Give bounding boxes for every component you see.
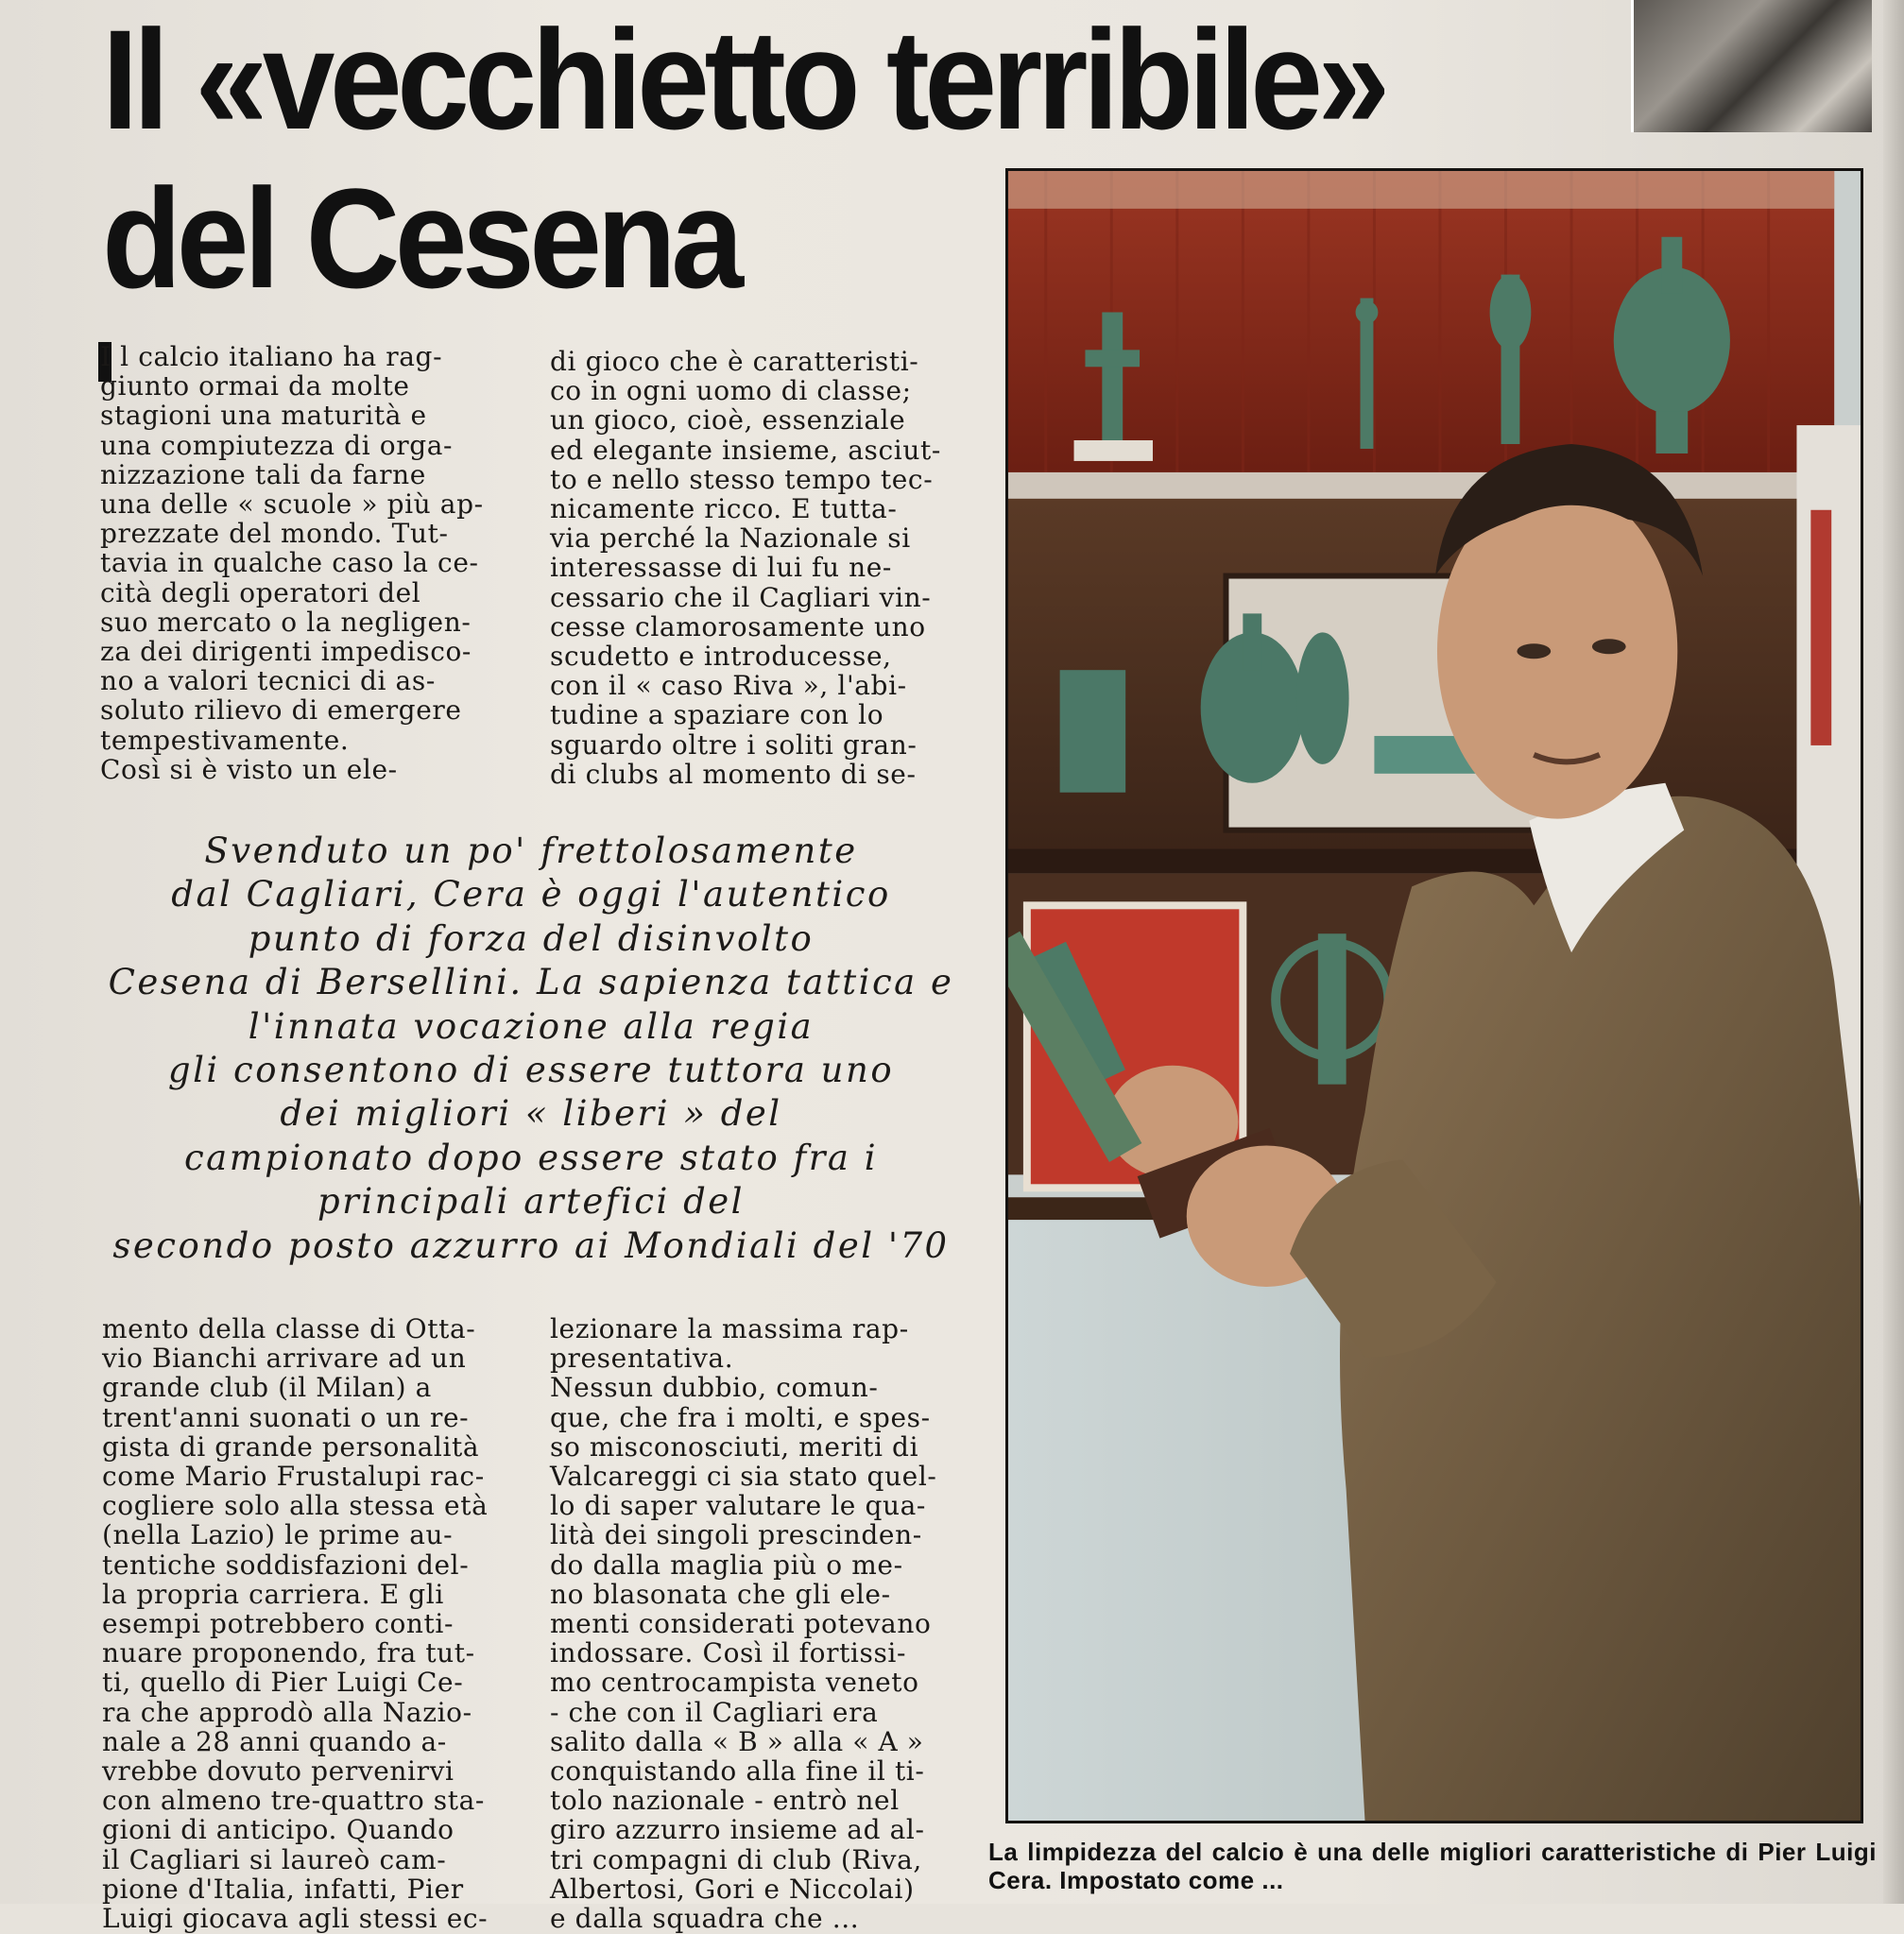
- top-corner-photo: [1631, 0, 1872, 132]
- article-column-top-left: I l calcio italiano ha rag- giunto ormai da molte stagioni una maturità e una compiutezza di orga- nizzazione tali da farne una delle « scuole » più ap- prezzate del mondo. Tut- tavia in qualche caso la ce- cità degli operatori del suo mercato o la negligen- za dei dirigenti impedisco- no a valori tecnici di as- soluto rilievo di emergere tempestivamente. Così si è visto un ele-: [100, 341, 484, 785]
- headline-line-1: Il «vecchietto terribile»: [102, 0, 1385, 159]
- headline-line-2: del Cesena: [102, 159, 739, 317]
- article-column-bottom-right: lezionare la massima rap- presentativa. Nessun dubbio, comun- que, che fra i molti, e spes- so misconosciuti, meriti di Valcareggi ci sia stato quel- lo di saper valutare le qua- lità dei singoli prescinden- do dalla maglia più o me- no blasonata che gli ele- menti considerati potevano indossare. Così il fortissi- mo centrocampista veneto - che con il Cagliari era salito dalla « B » alla « A » conquistando alla fine il ti- tolo nazionale - entrò nel giro azzurro insieme ad al- tri compagni di club (Riva, Albertosi, Gori e Niccolai) e dalla squadra che ...: [550, 1313, 937, 1934]
- page-edge: [1883, 0, 1904, 1904]
- standfirst: Svenduto un po' frettolosamente dal Cagliari, Cera è oggi l'autentico punto di forza del disinvolto Cesena di Bersellini. La sapienza tattica e l'innata vocazione alla regia gli consentono di essere tuttora uno dei migliori « liberi » del campionato dopo essere stato fra i principali artefici del secondo posto azzurro ai Mondiali del '70: [108, 830, 954, 1266]
- player-photo-illustration: [1008, 171, 1861, 1821]
- article-column-bottom-left: mento della classe di Otta- vio Bianchi arrivare ad un grande club (il Milan) a trent'anni suonati o un re- gista di grande personalità come Mario Frustalupi rac- cogliere solo alla stessa età (nella Lazio) le prime au- tentiche soddisfazioni del- la propria carriera. E gli esempi potrebbero conti- nuare proponendo, fra tut- ti, quello di Pier Luigi Ce- ra che approdò alla Nazio- nale a 28 anni quando a- vrebbe dovuto pervenirvi con almeno tre-quattro sta- gioni di anticipo. Quando il Cagliari si laureò cam- pione d'Italia, infatti, Pier Luigi giocava agli stessi ec-: [102, 1313, 489, 1934]
- photo-caption: La limpidezza del calcio è una delle migliori caratteristiche di Pier Luigi Cera. Impostato come ...: [988, 1838, 1877, 1894]
- player-photo: [1005, 168, 1863, 1823]
- article-column-top-right: di gioco che è caratteristi- co in ogni uomo di classe; un gioco, cioè, essenziale ed elegante insieme, asciut- to e nello stesso tempo tec- nicamente ricco. E tutta- via perché la Nazionale si interessasse di lui fu ne- cessario che il Cagliari vin- cesse clamorosamente uno scudetto e introducesse, con il « caso Riva », l'abi- tudine a spaziare con lo sguardo oltre i soliti gran- di clubs al momento di se-: [550, 346, 941, 790]
